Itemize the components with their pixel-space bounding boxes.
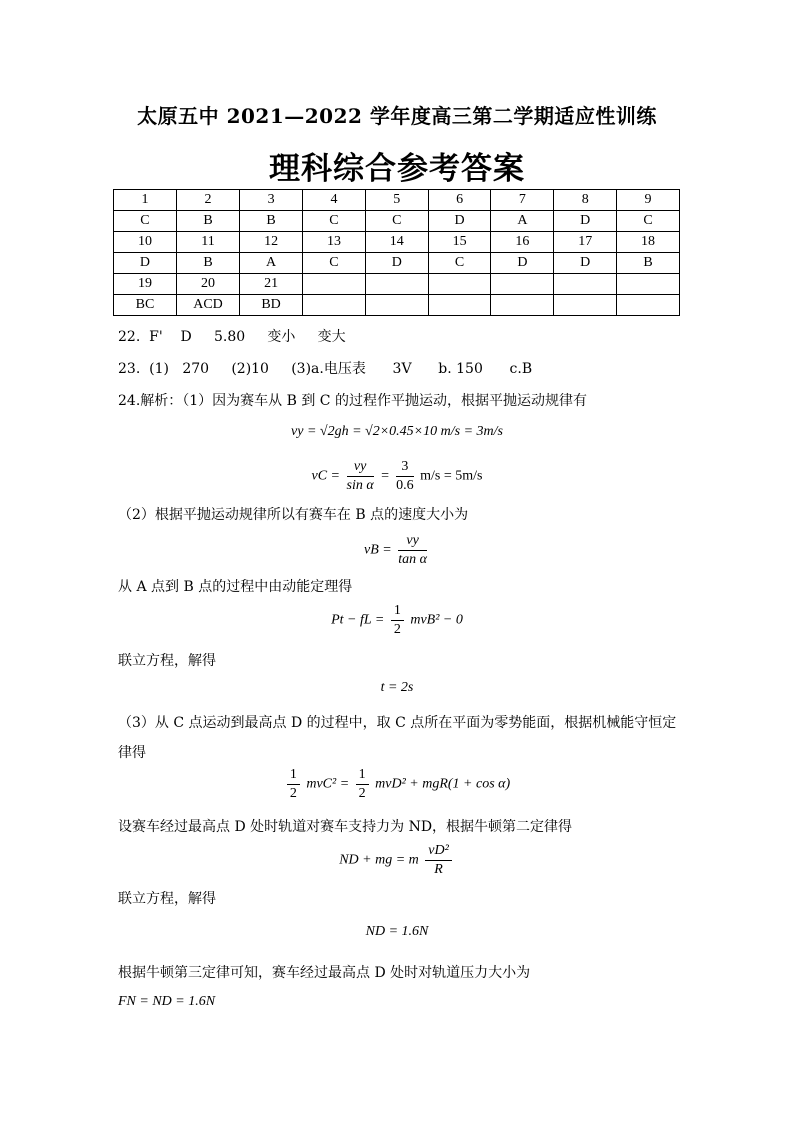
- table-cell: C: [365, 211, 428, 232]
- formula-work-energy: [0, 602, 794, 639]
- formula-ec-rhs: mvD² + mgR(1 + cos α): [375, 776, 511, 792]
- answer-24-part3b: 律得: [118, 745, 146, 761]
- formula-energy-conservation: [0, 766, 794, 803]
- table-cell: 20: [176, 274, 239, 295]
- table-row: [114, 274, 680, 295]
- document-subtitle: 理科综合参考答案: [269, 151, 525, 187]
- table-cell: [365, 295, 428, 316]
- answer-table: [113, 189, 680, 316]
- table-cell: 16: [491, 232, 554, 253]
- table-cell: D: [491, 253, 554, 274]
- table-cell: 21: [240, 274, 303, 295]
- table-row: [114, 190, 680, 211]
- table-cell: D: [554, 253, 617, 274]
- table-cell: 19: [114, 274, 177, 295]
- table-cell: 8: [554, 190, 617, 211]
- table-cell: [491, 295, 554, 316]
- table-cell: C: [428, 253, 491, 274]
- table-cell: [617, 295, 680, 316]
- table-cell: C: [617, 211, 680, 232]
- formula-fn: FN = ND = 1.6N: [118, 994, 216, 1009]
- table-cell: D: [365, 253, 428, 274]
- answer-24-newton3: 根据牛顿第三定律可知，赛车经过最高点 D 处时对轨道压力大小为: [118, 965, 531, 981]
- numerator: 1: [356, 766, 369, 785]
- answer-22: 22. F' D 5.80 变小 变大: [118, 329, 346, 345]
- table-cell: [554, 274, 617, 295]
- denominator: sin α: [346, 478, 374, 493]
- numerator: 3: [396, 458, 414, 477]
- table-cell: ACD: [176, 295, 239, 316]
- numerator: vy: [398, 532, 427, 551]
- fraction: [347, 458, 374, 495]
- fraction: [356, 766, 369, 803]
- answer-23: 23. (1) 270 (2)10 (3)a.电压表 3V b. 150 c.B: [118, 361, 533, 377]
- table-cell: 1: [114, 190, 177, 211]
- formula-vb: [0, 532, 794, 569]
- table-cell: [428, 274, 491, 295]
- answer-24-solve2: 联立方程，解得: [118, 891, 216, 907]
- table-row: [114, 295, 680, 316]
- table-cell: 18: [617, 232, 680, 253]
- table-cell: B: [617, 253, 680, 274]
- table-cell: 7: [491, 190, 554, 211]
- answer-24-intro: 24.解析：（1）因为赛车从 B 到 C 的过程作平抛运动，根据平抛运动规律有: [118, 393, 587, 409]
- table-cell: 15: [428, 232, 491, 253]
- denominator: tan α: [398, 552, 427, 567]
- formula-we-lhs: Pt − fL =: [331, 612, 385, 628]
- table-cell: D: [554, 211, 617, 232]
- formula-vc: [0, 458, 794, 495]
- table-cell: D: [114, 253, 177, 274]
- fraction: [287, 766, 300, 803]
- table-cell: [428, 295, 491, 316]
- answer-24-solve1: 联立方程，解得: [118, 653, 216, 669]
- table-cell: D: [428, 211, 491, 232]
- formula-n2-lhs: ND + mg = m: [339, 852, 419, 868]
- table-row: [114, 211, 680, 232]
- table-cell: BC: [114, 295, 177, 316]
- denominator: R: [434, 862, 443, 877]
- fraction: [398, 532, 427, 569]
- table-row: [114, 253, 680, 274]
- table-cell: BD: [240, 295, 303, 316]
- denominator: 2: [393, 622, 401, 637]
- answer-24-newton2: 设赛车经过最高点 D 处时轨道对赛车支持力为 ND，根据牛顿第二定律得: [118, 819, 573, 835]
- table-cell: 10: [114, 232, 177, 253]
- numerator: vD²: [425, 842, 452, 861]
- table-cell: 3: [240, 190, 303, 211]
- numerator: 1: [391, 602, 404, 621]
- formula-vy: vy = √2gh = √2×0.45×10 m/s = 3m/s: [291, 424, 503, 439]
- table-cell: C: [303, 253, 366, 274]
- fraction: [396, 458, 414, 495]
- table-cell: C: [303, 211, 366, 232]
- formula-t: t = 2s: [380, 680, 414, 695]
- table-cell: 11: [176, 232, 239, 253]
- equals: =: [380, 468, 390, 484]
- table-cell: A: [491, 211, 554, 232]
- formula-vc-lhs: vC =: [311, 468, 340, 484]
- document-title: 太原五中 2021—2022 学年度高三第二学期适应性训练: [137, 104, 657, 128]
- numerator: vy: [347, 458, 374, 477]
- table-row: [114, 232, 680, 253]
- table-cell: 4: [303, 190, 366, 211]
- formula-vb-lhs: vB =: [364, 542, 392, 558]
- table-cell: C: [114, 211, 177, 232]
- table-cell: 17: [554, 232, 617, 253]
- formula-newton2: [0, 842, 794, 879]
- answer-24-energy: 从 A 点到 B 点的过程中由动能定理得: [118, 579, 353, 595]
- table-cell: A: [240, 253, 303, 274]
- table-cell: B: [176, 211, 239, 232]
- table-cell: 2: [176, 190, 239, 211]
- table-cell: 12: [240, 232, 303, 253]
- denominator: 2: [358, 786, 366, 801]
- fraction: [391, 602, 404, 639]
- table-cell: [491, 274, 554, 295]
- fraction: [425, 842, 452, 879]
- formula-vc-rhs: m/s = 5m/s: [420, 468, 483, 484]
- formula-we-rhs: mvB² − 0: [410, 612, 463, 628]
- table-cell: [554, 295, 617, 316]
- table-cell: [365, 274, 428, 295]
- table-cell: B: [240, 211, 303, 232]
- table-cell: 14: [365, 232, 428, 253]
- table-cell: 6: [428, 190, 491, 211]
- table-cell: 9: [617, 190, 680, 211]
- table-cell: B: [176, 253, 239, 274]
- table-cell: [617, 274, 680, 295]
- denominator: 0.6: [396, 478, 414, 493]
- denominator: 2: [289, 786, 297, 801]
- numerator: 1: [287, 766, 300, 785]
- table-cell: [303, 274, 366, 295]
- table-cell: 5: [365, 190, 428, 211]
- answer-24-part2: （2）根据平抛运动规律所以有赛车在 B 点的速度大小为: [118, 507, 469, 523]
- formula-ec-mid: mvC² =: [306, 776, 350, 792]
- formula-nd: ND = 1.6N: [365, 924, 429, 939]
- table-cell: 13: [303, 232, 366, 253]
- answer-24-part3a: （3）从 C 点运动到最高点 D 的过程中，取 C 点所在平面为零势能面，根据机械能守恒定: [118, 715, 677, 731]
- table-cell: [303, 295, 366, 316]
